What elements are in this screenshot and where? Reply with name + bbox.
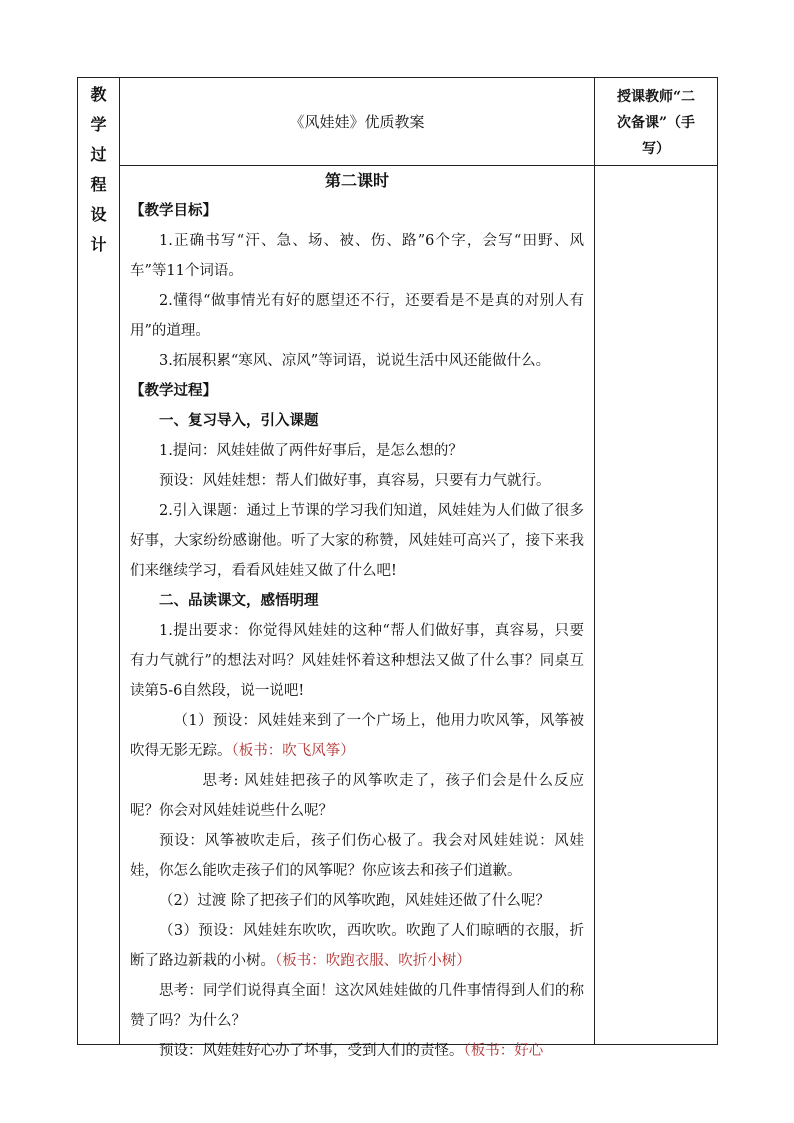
side-label-char: 教 [90,85,107,104]
paragraph: 思考: 风娃娃把孩子的风筝吹走了，孩子们会是什么反应呢？你会对风娃娃说些什么呢？ [130,773,584,819]
goal-item: 3.拓展积累“寒风、凉风”等词语，说说生活中风还能做什么。 [159,353,551,369]
paragraph: 思考：同学们说得真全面！这次风娃娃做的几件事情得到人们的称赞了吗？为什么？ [130,983,584,1029]
paragraph: 预设：风娃娃想：帮人们做好事，真容易，只要有力气就行。 [159,473,551,489]
paragraph: 1.提出要求：你觉得风娃娃的这种“帮人们做好事，真容易，只要有力气就行”的想法对吗？风娃娃怀着这种想法又做了什么事？同桌互读第5-6自然段，说一说吧! [130,623,584,699]
side-label-char: 设 [90,205,107,224]
teacher-note [595,84,717,162]
column-divider [594,78,595,1044]
side-label [78,80,119,260]
process-heading: 【教学过程】 [130,382,217,399]
paragraph [130,1036,584,1066]
lesson-content [120,166,594,1066]
part1-heading: 一、复习导入，引入课题 [159,412,319,429]
side-label-char: 过 [90,145,107,164]
lesson-heading: 第二课时 [324,171,389,190]
board-note: （板书：吹跑衣服、吹折小树） [275,953,471,969]
lesson-plan-table [77,77,718,1059]
paragraph: （2）过渡 除了把孩子们的风筝吹跑，风娃娃还做了什么呢？ [159,893,550,909]
goal-heading: 【教学目标】 [130,202,217,219]
goal-item: 1.正确书写“汗、急、场、被、伤、路”6个字，会写“田野、风车”等11个词语。 [130,233,584,279]
side-label-char: 计 [90,235,107,254]
paragraph: 预设：风筝被吹走后，孩子们伤心极了。我会对风娃娃说：风娃娃，你怎么能吹走孩子们的风筝呢？你应该去和孩子们道歉。 [130,833,584,879]
board-note: （板书：吹飞风筝） [231,743,355,759]
side-label-char: 学 [90,115,107,134]
part2-heading: 二、品读课文，感悟明理 [159,592,319,609]
goal-item: 2.懂得“做事情光有好的愿望还不行，还要看是不是真的对别人有用”的道理。 [130,293,584,339]
paragraph [130,706,584,766]
paragraph-text: 预设：风娃娃好心办了坏事，受到人们的责怪。 [159,1043,464,1059]
page-title: 《风娃娃》优质教案 [289,113,425,131]
teacher-note-line: 次备课”（手 [616,115,696,131]
paragraph: 2.引入课题：通过上节课的学习我们知道，风娃娃为人们做了很多好事，大家纷纷感谢他。听了大家的称赞，风娃娃可高兴了，接下来我们来继续学习，看看风娃娃又做了什么吧! [130,503,584,579]
teacher-note-line: 授课教师“二 [616,89,696,105]
side-label-char: 程 [90,175,107,194]
paragraph-text: （3）预设：风娃娃东吹吹，西吹吹。吹跑了人们晾晒的衣服，折断了路边新栽的小树。 [130,923,584,969]
paragraph-text: （1）预设：风娃娃来到了一个广场上，他用力吹风筝，风筝被吹得无影无踪。 [130,713,584,759]
board-note: （板书：好心 [463,1043,544,1059]
paragraph [130,916,584,976]
teacher-note-line: 写） [642,141,670,157]
paragraph: 1.提问：风娃娃做了两件好事后，是怎么想的？ [159,443,463,459]
